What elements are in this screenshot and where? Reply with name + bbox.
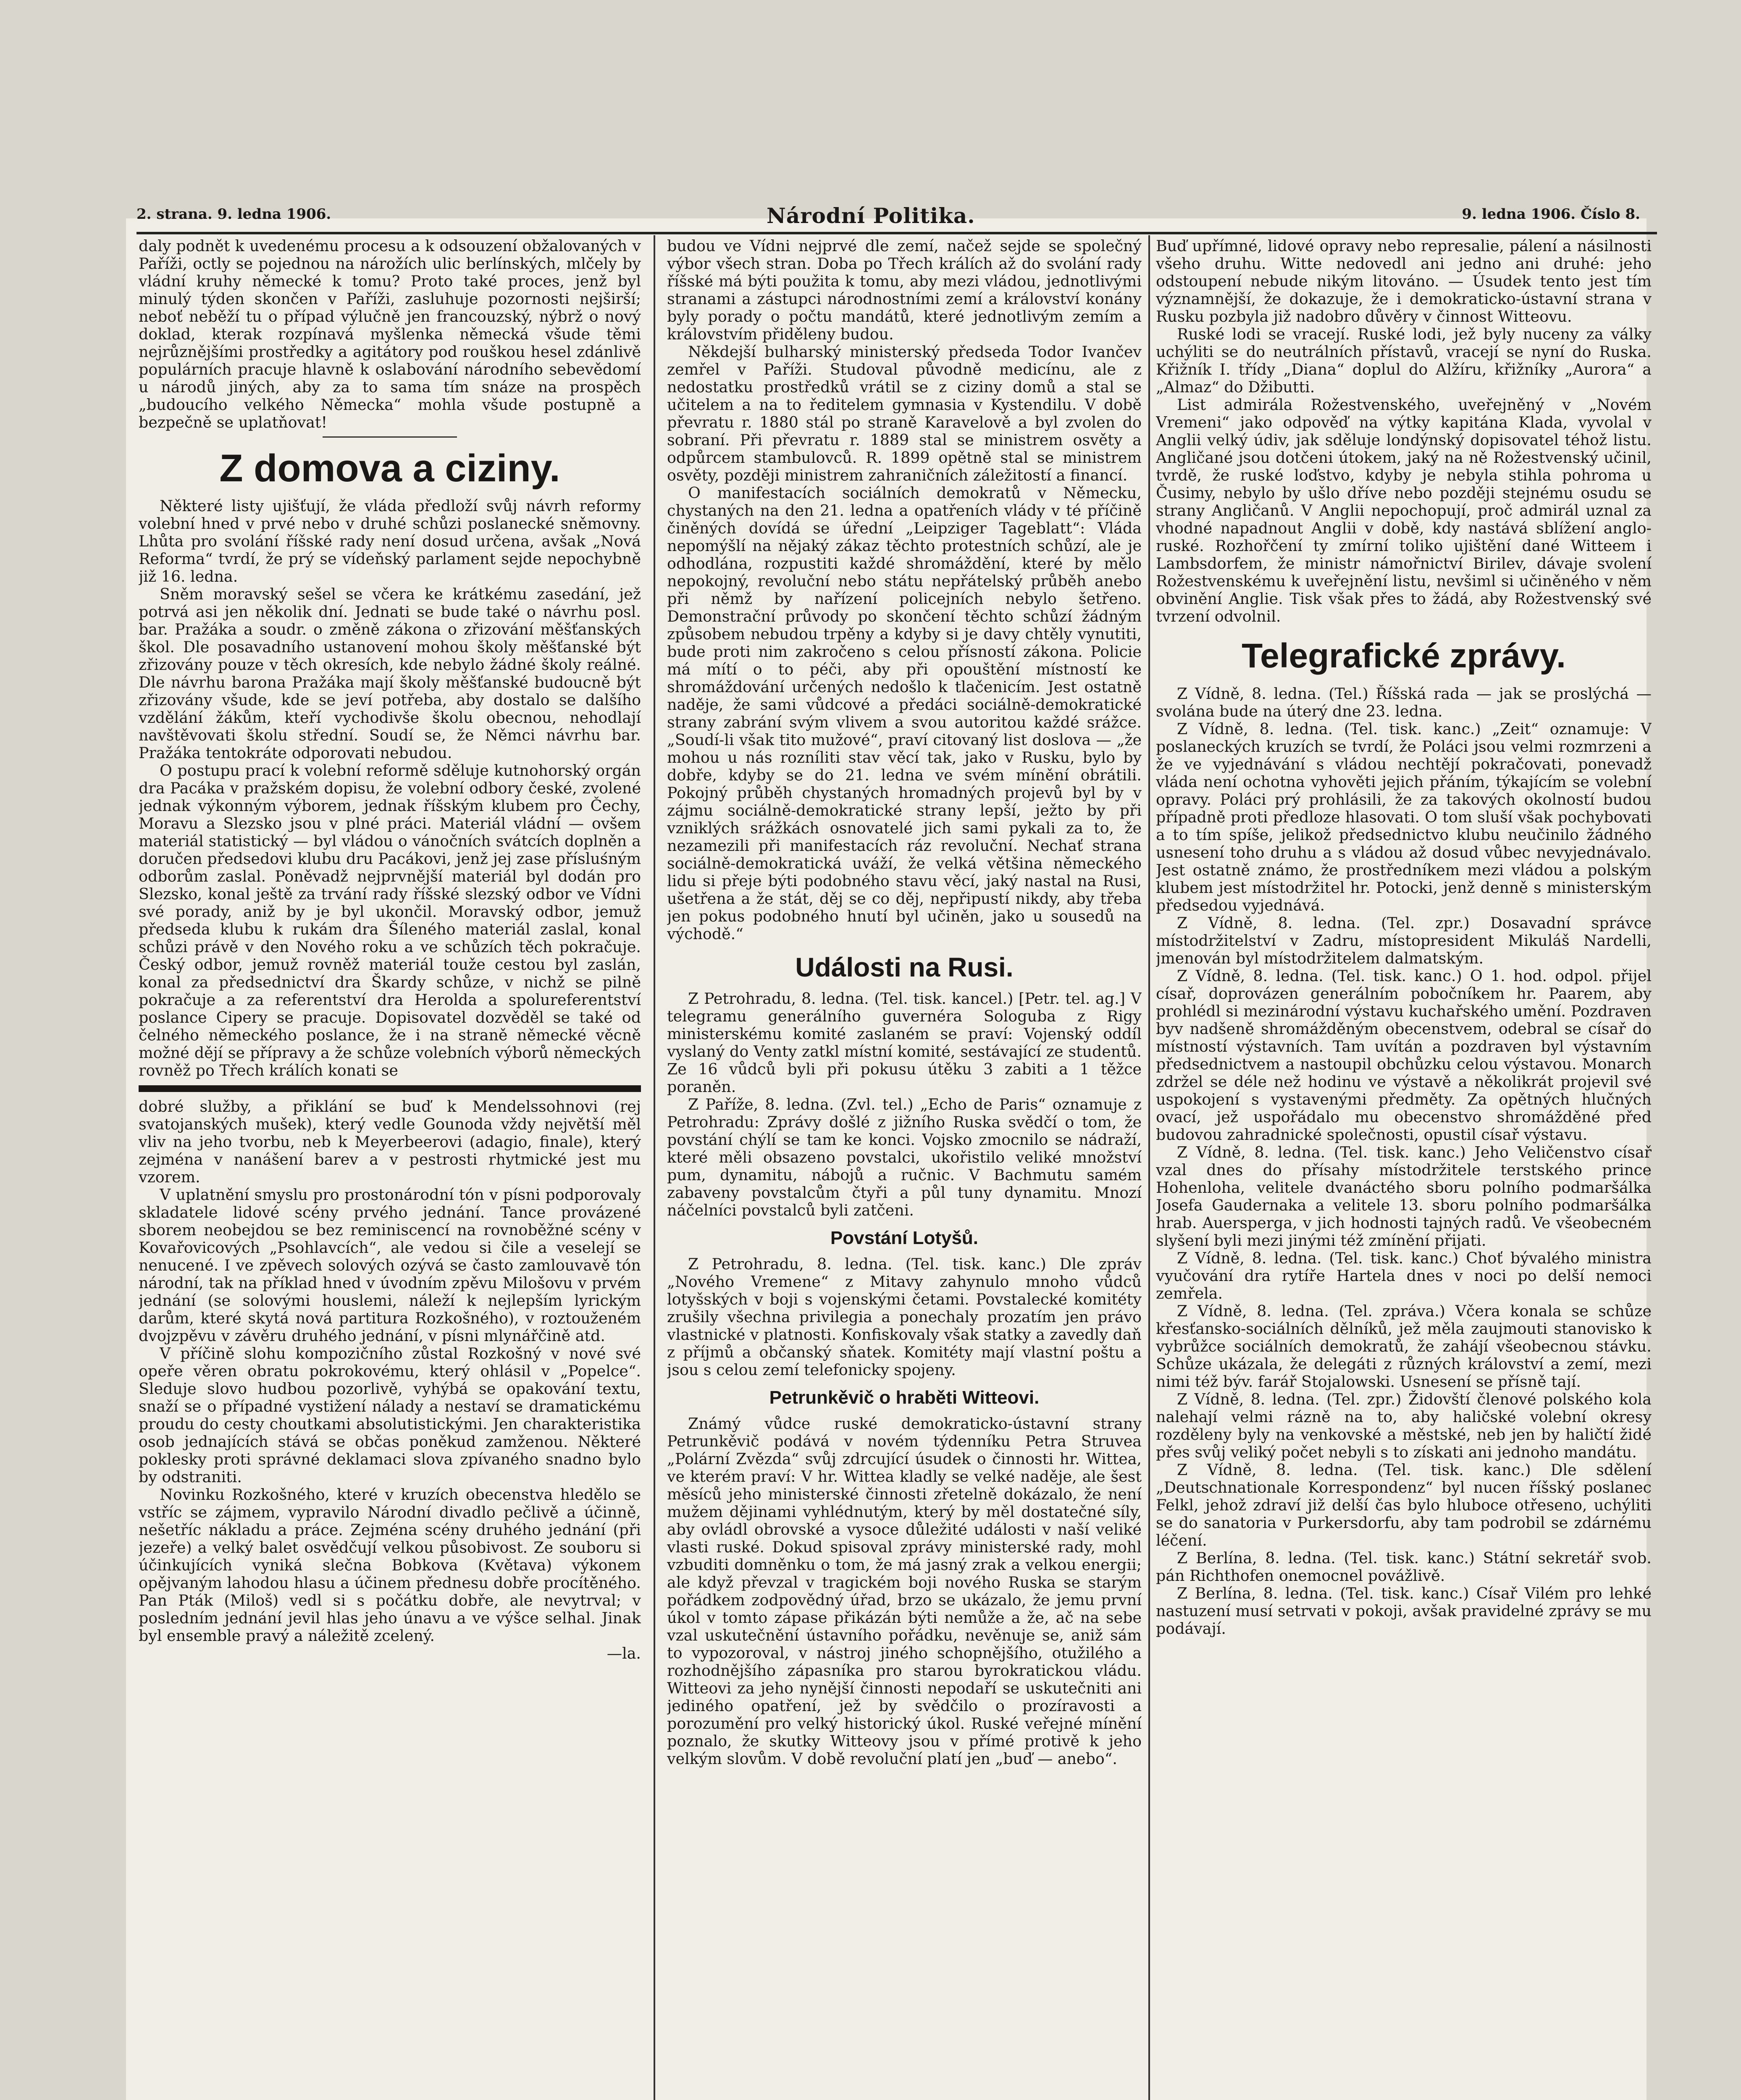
telegram: Z Vídně, 8. ledna. (Tel. tisk. kanc.) Jeho Veličenstvo císař vzal dnes do přísahy místodržitele terstského prince Hohenloha, velitele dvanáctého sboru polního podmaršálka Josefa Gaudernaka a velitele 13. sboru polního podmaršálka hrab. Auersperga, v jich hodnosti tajných radů. Ve všeobecném slyšení byli mezi jinými též zmínění přijati. [1156, 1143, 1652, 1250]
section-title: Události na Rusi. [795, 952, 1014, 982]
paragraph: O manifestacích sociálních demokratů v Německu, chystaných na den 21. ledna a opatřeních vlády v té příčině činěných dovídá se úřední „Leipziger Tageblatt“: Vláda nepomýšlí na nějaký zákaz těchto protestních schůzí, ale je odhodlána, rozpustiti každé shromáždění, které by mělo nepokojný, revoluční nebo státu nepřátelský průběh anebo při němž by nařízení policejních nebylo šetřeno. Demonstrační průvody po skončení těchto schůzí žádným způsobem nebudou trpěny a kdyby si je davy chtěly vynutiti, bude proti nim zakročeno s celou přísností zákona. Policie má mítí o to péči, aby při opouštění místností ke shromáždování určených nedošlo k tlačenicím. Jest ostatně naděje, že sami vůdcové a předáci sociálně-demokratické strany zabrání svým vlivem a svou autoritou každé srážce. „Soudí-li však tito mužové“, praví citovaný list doslova — „že mohou u nás rozníliti stav věcí tak, jako v Rusku, bylo by dobře, kdyby se do 21. ledna ve svém mínění obrátili. Pokojný průběh chystaných hromadných projevů byl by v zájmu sociálně-demokratické strany lepší, ježto by při vzniklých srážkách osnovatelé jich sami pykali za to, že nezamezili při manifestacích ráz revoluční. Nechať strana sociálně-demokratická uváží, že velká většina německého lidu si přeje býti podobného stavu věcí, jaký nastal na Rusi, ušetřena a že stát, děj se co děj, nepřipustí nikdy, aby třeba jen pokus podobného hnutí byl učiněn, jako u sousedů na východě.“ [667, 484, 1142, 943]
paragraph: O postupu prací k volební reformě sděluje kutnohorský orgán dra Pacáka v pražském dopisu, že volební odbory české, zvolené jednak výkonným výborem, jednak říšským klubem pro Čechy, Moravu a Slezsko jsou v plné práci. Materiál vládní — ovšem materiál statistický — byl vládou o vánočních svátcích doplněn a doručen předsedovi klubu dru Pacákovi, jenž jej zase přísluśným odborům zaslal. Poněvadž nejprvnější materiál byl dodán pro Slezsko, konal ještě za trvání rady říšské slezský odbor ve Vídni své porady, aniž by je byl ukončil. Moravský odbor, jemuž předseda klubu k rukám dra Šíleného materiál zaslal, konal schůzi právě v den Nového roku a ve schůzích těch pokračuje. Český odbor, jemuž rovněž materiál touže cestou byl zaslán, konal za předsednictví dra Škardy schůze, v nichž se pilně pokračuje a za referentství dra Herolda a spolureferentství poslance Cipery se pracuje. Dopisovatel dozvěděl se také od čelného německého poslance, že i na straně německé věcně možné dějí se přípravy a že schůze volebních výborů německých rovněž po Třech králích konati se [139, 761, 641, 1079]
author-signature: —la. [607, 1644, 641, 1662]
telegram: Z Vídně, 8. ledna. (Tel.) Říšská rada — jak se proslýchá — svolána bude na úterý dne 23. ledna. [1156, 685, 1652, 720]
paragraph: List admirála Rožestvenského, uveřejněný v „Novém Vremeni“ jako odpověď na výtky kapitána Klada, vyvolal v Anglii velký údiv, jak sděluje londýnský dopisovatel téhož listu. Angličané jsou dotčeni útokem, jaký na ně Rožestvenský učinil, tvrdě, že ruské loďstvo, kdyby je nebyla stihla pohroma u Čusimy, nebylo by ušlo dříve nebo později stejnému osudu se strany Angličanů. V Anglii nepochopují, proč admirál uznal za vhodné napadnout Anglii v době, kdy nastává sblížení anglo-ruské. Rozhořčení ty zmírní toliko ujištění dané Witteem i Lambsdorfem, že ministr námořnictví Birilev, dávaje svolení Rožestvenskému k uveřejnění listu, nevšiml si učiněného v něm obvinění Anglie. Tisk však přes to žádá, aby Rožestvenský své tvrzení odvolnil. [1156, 396, 1652, 625]
paragraph: Z Petrohradu, 8. ledna. (Tel. tisk. kanc.) Dle zpráv „Nového Vremene“ z Mitavy zahynulo mnoho vůdců lotyšských v boji s vojenskými četami. Povstalecké komitéty zrušily všechna privilegia a ponechaly prozatím jen právo vlastnické v platnosti. Konfiskovaly však statky a zavedly daň z příjmů a občanský sňatek. Komitéty mají vlastní poštu a jsou s celou zemí telefonicky spojeny. [667, 1255, 1142, 1379]
telegram: Z Berlína, 8. ledna. (Tel. tisk. kanc.) Státní sekretář svob. pán Richthofen onemocnel povážlivě. [1156, 1549, 1652, 1585]
paragraph: budou ve Vídni nejprvé dle zemí, načež sejde se společný výbor všech stran. Doba po Třech králích až do svolání rady říšské má býti použita k tomu, aby mezi vládou, jednotlivými stranami a zástupci národnostními zemí a království konány byly porady o počtu mandátů, které jednotlivým zemím a královstvím přiděleny budou. [667, 237, 1142, 343]
header-rule [137, 232, 1657, 234]
paragraph: Některé listy ujišťují, že vláda předloží svůj návrh reformy volební hned v prvé nebo v druhé schůzi poslanecké sněmovny. Lhůta pro svolání říšské rady není dosud určena, avšak „Nová Reforma“ tvrdí, že prý se vídeňský parlament sejde nepochybně již 16. ledna. [139, 497, 641, 585]
paragraph: Někdejší bulharský ministerský předseda Todor Ivančev zemřel v Paříži. Studoval původně medicínu, ale z nedostatku prostředků vrátil se z ciziny domů a stal se učitelem a na to ředitelem gymnasia v Kystendilu. V době převratu r. 1880 stál po straně Karavelově a byl zvolen do sobraní. Při převratu r. 1889 stal se ministrem osvěty a odpůrcem stambulovců. R. 1899 opětně stal se ministrem osvěty, později ministrem zahraničních záležitostí a financí. [667, 343, 1142, 484]
masthead-title: Národní Politika. [767, 203, 975, 228]
telegram: Z Vídně, 8. ledna. (Tel. tisk. kanc.) Dle sdělení „Deutschnationale Korrespondenz“ byl nucen říšský poslanec Felkl, jehož zdraví již delší čas bylo hluboce otřeseno, uchýliti se do sanatoria v Purkersdorfu, aby tam podrobil se zdárnému léčení. [1156, 1461, 1652, 1549]
telegram: Z Vídně, 8. ledna. (Tel. zpráva.) Včera konala se schůze křesťansko-sociálních dělníků, jež měla zaujmouti stanovisko k vybrůžce sociálních demokratů, že zahájí všeobecnou stávku. Schůze ukázala, že delegáti z různých království a zemí, mezi nimi též býv. farář Stojalowski. Usnesení se přísně tají. [1156, 1302, 1652, 1391]
section-title: Z domova a ciziny. [219, 447, 560, 490]
telegram: Z Vídně, 8. ledna. (Tel. zpr.) Židovští členové polského kola nalehají velmi rázně na to, aby haličské volební okresy rozděleny byly na venkovské a městské, neb jen by haličtí židé přes svůj veliký počet nebyli s to získati ani jednoho mandátu. [1156, 1390, 1652, 1461]
section-title: Telegrafické zprávy. [1242, 637, 1566, 675]
feuilleton-rule [139, 1085, 641, 1092]
feuilleton-paragraph: Novinku Rozkošného, které v kruzích obecenstva hledělo se vstříc se zájmem, vypravilo Národní divadlo pečlivě a účinně, nešetříc nákladu a práce. Zejména scény druhého jednání (při jezeře) a velký balet osvědčují velkou působivost. Ze souboru si účinkujících vyniká slečna Bobkova (Květava) výkonem opějvaným lahodou hlasu a účinem přednesu dobře procítěného. Pan Pták (Miloš) vedl si s počátku dobře, ale nevytrval; v posledním jednání jevil hlas jeho únavu a ve výšce selhal. Jinak byl ensemble pravý a náležitě zcelený. [139, 1486, 641, 1645]
subsection-title: Povstání Lotyšů. [830, 1228, 979, 1248]
telegram: Z Vídně, 8. ledna. (Tel. tisk. kanc.) Choť bývalého ministra vyučování dra rytíře Hartela dnes v noci po delší nemoci zemřela. [1156, 1249, 1652, 1302]
telegram: Z Vídně, 8. ledna. (Tel. zpr.) Dosavadní správce místodržitelství v Zadru, místopresident Mikuláš Nardelli, jmenován byl místodržitelem dalmatským. [1156, 914, 1652, 967]
subsection-title: Petrunkěvič o hraběti Witteovi. [769, 1387, 1040, 1408]
telegram: Z Berlína, 8. ledna. (Tel. tisk. kanc.) Císař Vilém pro lehké nastuzení musí setrvati v pokoji, avšak pravidelné zprávy se mu podávají. [1156, 1584, 1652, 1638]
column-divider [1148, 235, 1150, 2100]
paragraph: daly podnět k uvedenému procesu a k odsouzení obžalovaných v Paříži, octly se pojednou na nárožích ulic berlínských, mlčely by vládní kruhy německé k tomu? Proto také proces, jenž byl minulý týden skončen v Paříži, zasluhuje pozornosti nejširší; neboť neběží tu o případ výlučně jen francouzský, nýbrž o nový doklad, kterak rozpínavá myšlenka německá všude těmi nejrůznějšími prostředky a agitátory pod rouškou hesel zdánlivě populárních pracuje hlavně k oslabování národního sebevědomí u národů jiných, aby za to sama tím snáze na prospěch „budoucího velkého Německa“ mohla všude postupně a bezpečně se uplatňovat! [139, 237, 641, 431]
paragraph: Známý vůdce ruské demokraticko-ústavní strany Petrunkěvič podává v novém týdenníku Petra Struvea „Polární Zvězda“ svůj zdrcující úsudek o činnosti hr. Wittea, ve kterém praví: V hr. Witteа kladly se velké naděje, ale šest měsíců jeho ministerské činnosti zřetelně dokázalo, že není mužem dějinami vyhlédnutým, který by měl dostatečné síly, aby ovládl obrovské a vysoce důležité události v naší veliké vlasti ruské. Dokud spisoval zprávy ministerské rady, mohl vzbuditi domněnku o tom, že má jasný zrak a velkou energii; ale když převzal v tragickém boji nového Ruska se starým pořádkem zodpovědný úřad, brzo se ukázalo, že jemu první úkol v tomto zápase přikázán býti nemůže a že, ač na sebe vzal uskutečnění ústavního pořádku, nevěnuje se, aniž sám to vypozoroval, v nástroj jiného schopnějšího, otužilého a rozhodnějšího zápasníka pro starou byrokratickou vládu. Witteovi za jeho nynější činnosti nepodaří se uskutečniti ani jediného opatření, jež by svědčilo o prozíravosti a porozumění pro velký historický úkol. Ruské veřejné mínění poznalo, že skutky Witteovy jsou v přímé protivě k jeho velkým slovům. V době revoluční platí jen „buď — anebo“. [667, 1415, 1142, 1768]
page-header [137, 203, 1674, 231]
column-3 [1156, 237, 1652, 2100]
column-1 [139, 237, 641, 2100]
paragraph: Z Petrohradu, 8. ledna. (Tel. tisk. kancel.) [Petr. tel. ag.] V telegramu generálního guvernéra Sologuba z Rigy ministerskému komité zaslaném se praví: Vojenský oddíl vyslaný do Venty zatkl místní komité, sestávající ze studentů. Ze 16 vůdců byli při pokusu útěku 3 zabiti a 1 těžce poraněn. [667, 990, 1142, 1096]
divider [323, 436, 457, 438]
header-issue-right: 9. ledna 1906. Číslo 8. [1462, 206, 1640, 223]
header-date-left: 2. strana. 9. ledna 1906. [137, 206, 331, 223]
feuilleton-paragraph: dobré služby, a přiklání se buď k Mendelssohnovi (rej svatojanských mušek), který vedle Gounoda vždy největší měl vliv na jeho tvorbu, neb k Meyerbeerovi (adagio, finale), který zejména v nanášení barev a v pestrosti rhytmické jest mu vzorem. [139, 1097, 641, 1186]
telegram: Z Vídně, 8. ledna. (Tel. tisk. kanc.) „Zeit“ oznamuje: V poslaneckých kruzích se tvrdí, že Poláci jsou velmi rozmrzeni a že ve vyjednávání s vládou nechtějí pokračovati, ponevadž vláda není ochotna vyhověti jejich přáním, týkajícím se volební opravy. Poláci prý prohlásili, že za takových okolností budou případně proti předloze hlasovati. O tom sluší však pochybovati a to tím spíše, jelikož předsednictvo klubu neučinilo žádného usnesení toho druhu a s vládou až dosud vůbec nevyjednávalo. Jest ostatně známo, že prostředníkem mezi vládou a polským klubem jest místodržitel hr. Potocki, jenž denně s ministerským předsedou vyjednává. [1156, 720, 1652, 914]
column-2 [667, 237, 1142, 2100]
column-divider [654, 235, 655, 2100]
feuilleton-paragraph: V uplatnění smyslu pro prostonárodní tón v písni podporovaly skladatele lidové scény prvého jednání. Tance provázené sborem neobejdou se bez reminiscencí na rovnoběžné scény v Kovařovicových „Psohlavcích“, ale vedou si čile a veselejí se nenucené. I ve zpěvech solových ozývá se často zamlouvavě tón národní, tak na příklad hned v úvodním zpěvu Milošovu v prvém jednání (se solovými houslemi, náleží k nejlepším lyrickým darům, které skytá nová partitura Rozkošného), v roztouženém dvojzpěvu v závěru druhého jednání, v písni mlynářčině atd. [139, 1186, 641, 1345]
paragraph: Buď upřímné, lidové opravy nebo represalie, pálení a násilnosti všeho druhu. Witte nedovedl ani jedno ani druhé: jeho odstoupení nebude nikým litováno. — Úsudek tento jest tím významnější, že dokazuje, že i demokraticko-ústavní strana v Rusku pozbyla již nadobro důvěry v činnost Witteovu. [1156, 237, 1652, 326]
paragraph: Ruské lodi se vracejí. Ruské lodi, jež byly nuceny za války uchýliti se do neutrálních přístavů, vracejí se nyní do Ruska. Křižník I. třídy „Diana“ doplul do Alžíru, křižníky „Aurora“ a „Almaz“ do Džibutti. [1156, 325, 1652, 396]
telegram: Z Vídně, 8. ledna. (Tel. tisk. kanc.) O 1. hod. odpol. přijel císař, doprovázen generálním pobočníkem hr. Paarem, aby prohlédl si mezinárodní výstavu kuchařského umění. Pozdraven byv nadšeně shromážděným obecenstvem, odebral se císař do místností výstavních. Tam uvítán a pozdraven byl výstavním předsednictvem a nastoupil obchůzku celou výstavou. Monarch zdržel se déle než hodinu ve výstavě a několikrát projevil své uspokojení s vystavenými předměty. Za opětných hlučných ovací, jež uspořádalo mu obecenstvo shromážděné před budovou zahradnické společnosti, opustil císař výstavu. [1156, 967, 1652, 1144]
paragraph: Sněm moravský sešel se včera ke krátkému zasedání, jež potrvá asi jen několik dní. Jednati se bude také o návrhu posl. bar. Pražáka a soudr. o změně zákona o zřizování měšťanských škol. Dle posavadního ustanovení mohou školy měšťanské být zřizovány pouze v těch okresích, kde nebylo žádné školy reálné. Dle návrhu barona Pražáka mají školy měšťanské budoucně být zřizovány všude, kde se jeví potřeba, aby dostalo se dalšího vzdělání žákům, kteří vychodivše školu obecnou, nehodlají navštěvovati školu střední. Soudí se, že Němci návrhu bar. Pražáka tentokráte odporovati nebudou. [139, 585, 641, 762]
paragraph: Z Paříže, 8. ledna. (Zvl. tel.) „Echo de Paris“ oznamuje z Petrohradu: Zprávy došlé z jižního Ruska svědčí o tom, že povstání chýlí se tam ke konci. Vojsko zmocnilo se nádraží, které měli obsazeno povstalci, ukořistilo veliké množství pum, dynamitu, nábojů a ručnic. V Bachmutu samém zabaveny povstalcům čtyři a půl tuny dynamitu. Mnozí náčelníci povstalců byli zatčeni. [667, 1095, 1142, 1219]
feuilleton-paragraph: V příčině slohu kompozičního zůstal Rozkošný v nové své opeře věren obratu pokrokovému, který ohlásil v „Popelce“. Sleduje slovo hudbou pozorlivě, vyhýbá se opakování textu, snaží se o případné vystižení nálady a nestaví se dramatickému proudu do cesty choutkami absolutistickými. Jen charakteristika osob jednajících stává se občas poněkud zamženou. Některé poklesky proti správné deklamaci slova zpívaného snadno bylo by odstraniti. [139, 1344, 641, 1486]
